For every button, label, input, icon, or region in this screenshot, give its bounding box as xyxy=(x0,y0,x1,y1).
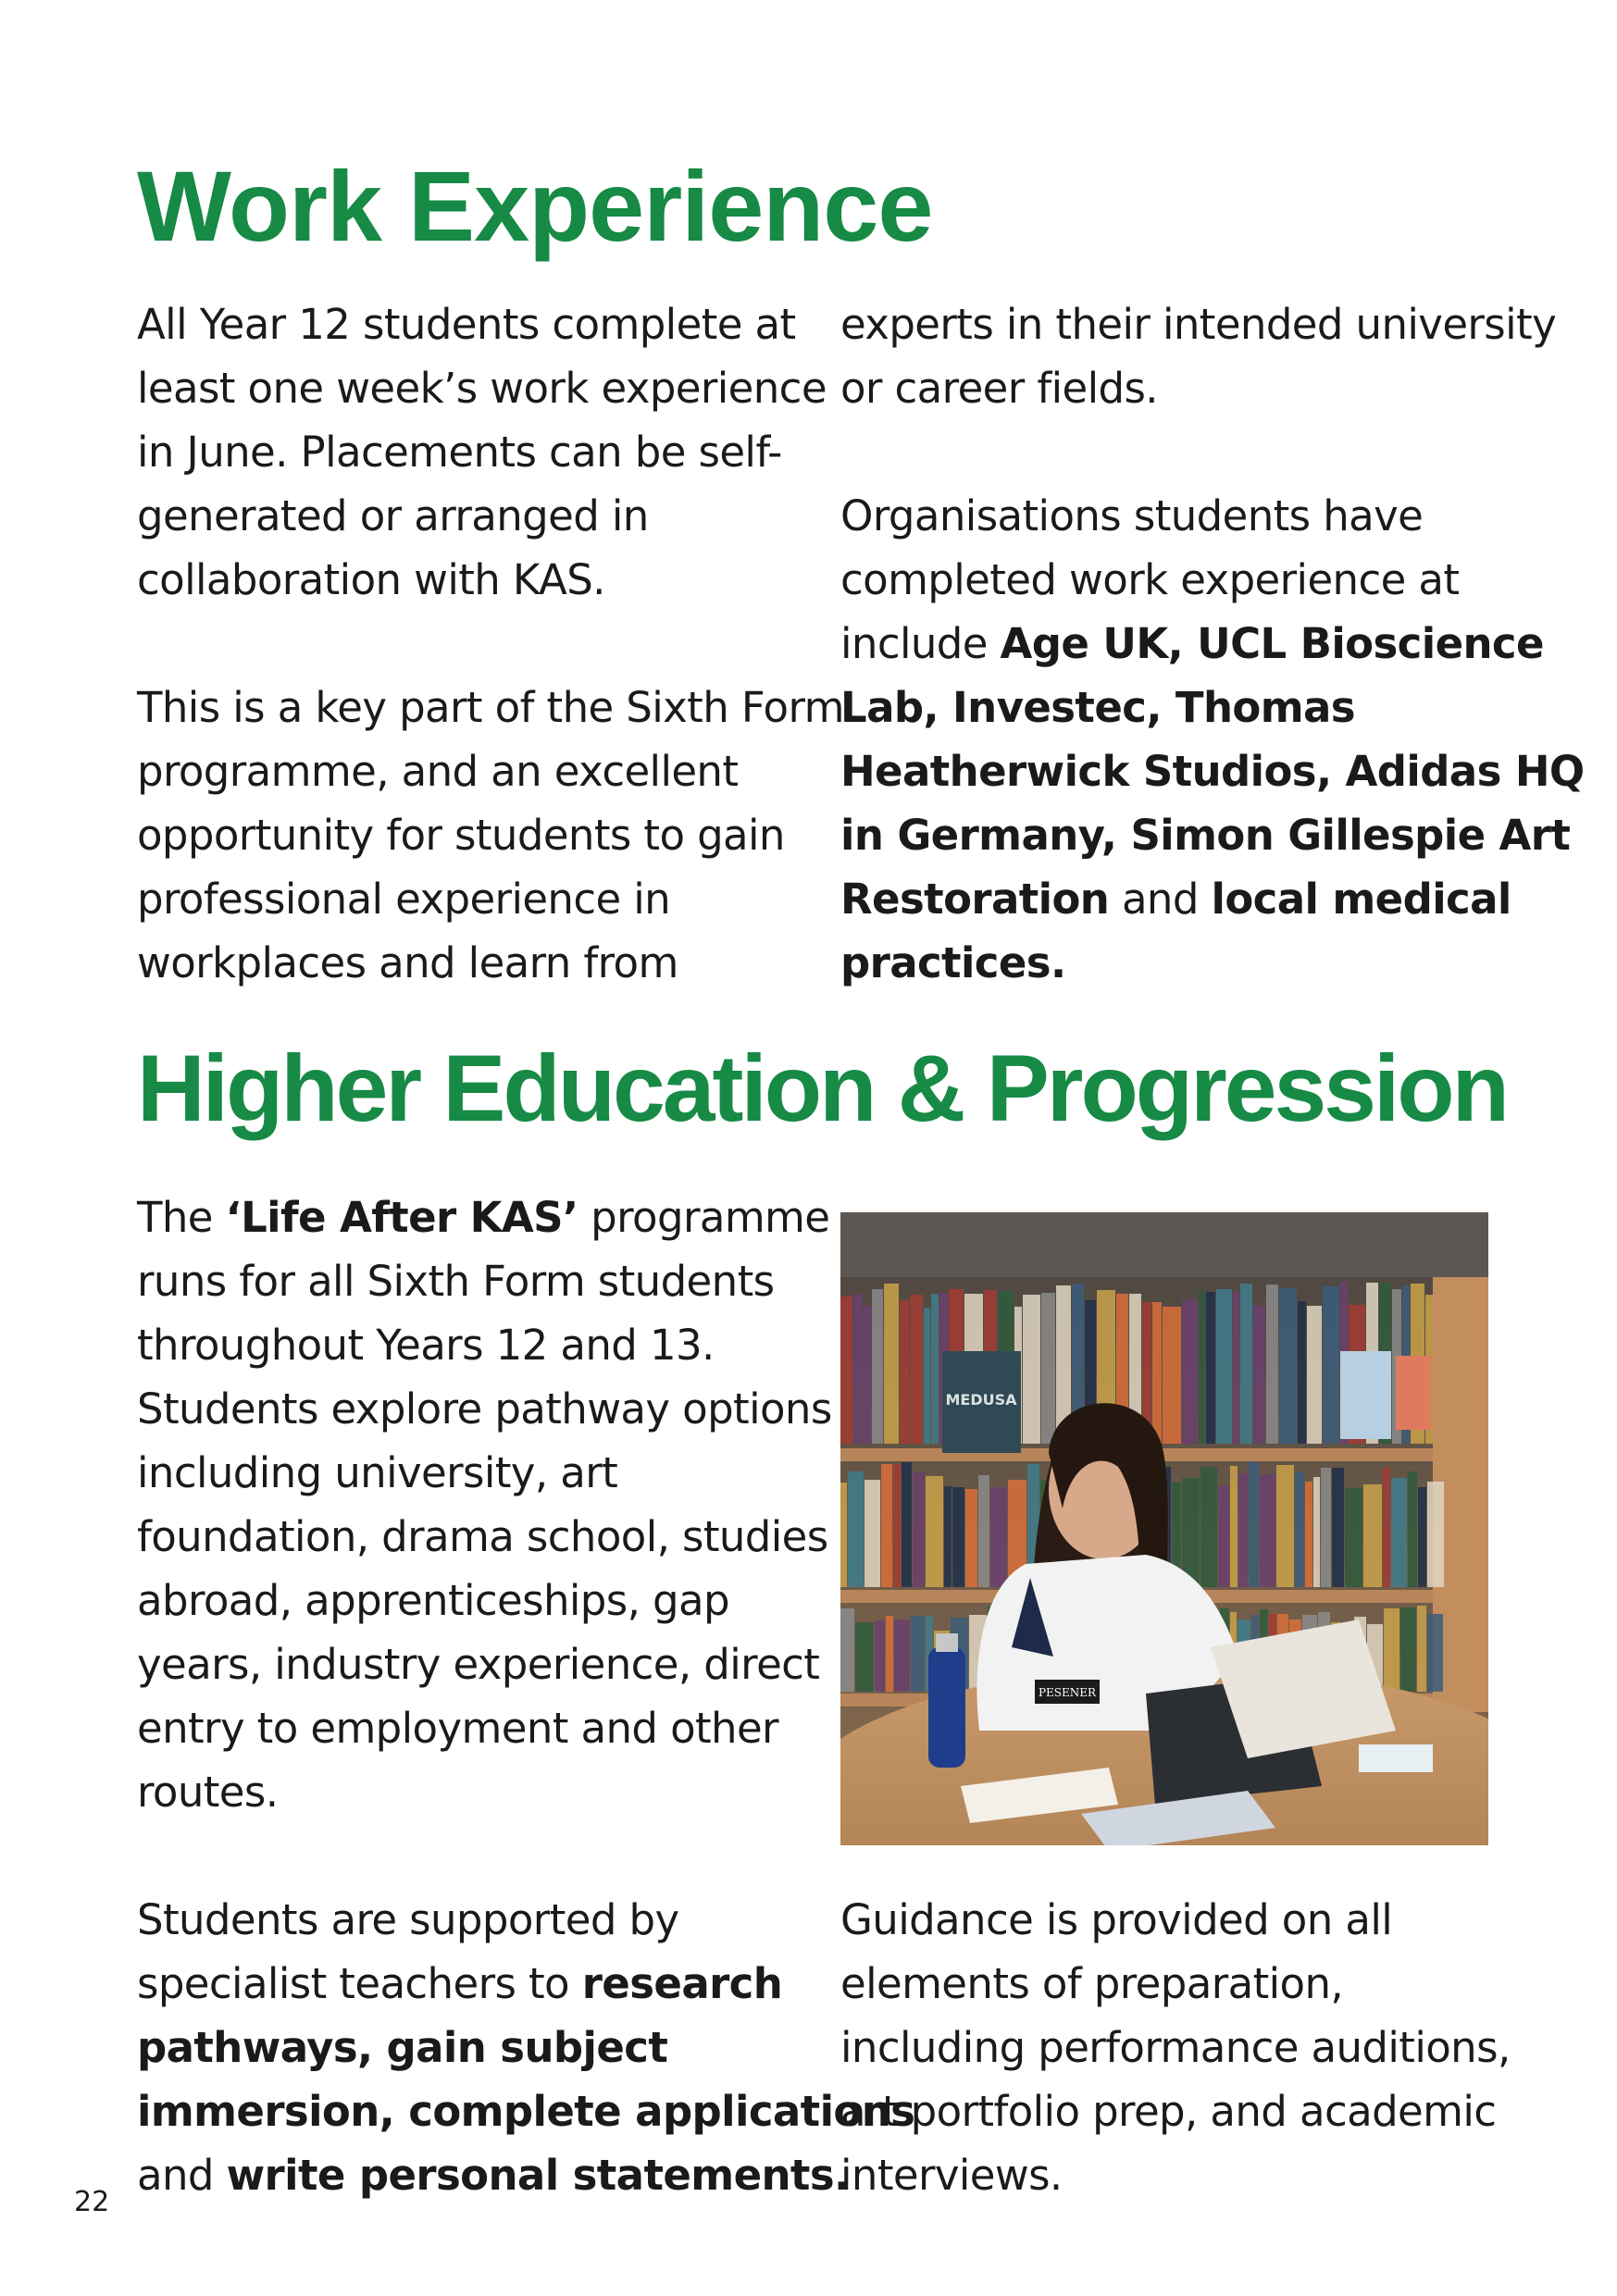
text-line xyxy=(137,2143,850,2207)
text-line: Guidance is provided on all xyxy=(840,1895,1393,1944)
text-line: opportunity for students to gain xyxy=(137,811,785,860)
book-spine xyxy=(855,1622,874,1692)
organisation-names: Heatherwick Studios, Adidas HQ xyxy=(840,747,1585,796)
book-spine xyxy=(864,1306,871,1444)
organisation-names: Restoration xyxy=(840,875,1110,924)
text-line xyxy=(840,867,1511,931)
book-spine xyxy=(1384,1608,1399,1692)
book-spine xyxy=(900,1300,909,1444)
book-spine xyxy=(931,1294,939,1444)
book-spine xyxy=(1238,1473,1248,1587)
book-spine xyxy=(1163,1307,1181,1444)
book-spine xyxy=(965,1489,977,1587)
book-spine xyxy=(1218,1486,1229,1587)
book-spine xyxy=(1253,1306,1265,1444)
book-spine xyxy=(1298,1301,1306,1444)
book-spine xyxy=(926,1476,943,1587)
book-spine xyxy=(1321,1468,1331,1587)
text-line: This is a key part of the Sixth Form xyxy=(137,683,844,732)
book-spine xyxy=(875,1620,885,1692)
book-spine xyxy=(1400,1607,1416,1692)
paragraph-gap xyxy=(137,612,785,676)
book-spine xyxy=(1295,1472,1304,1587)
book-spine xyxy=(1206,1292,1215,1444)
text-line: in June. Placements can be self- xyxy=(137,428,782,477)
book-spine xyxy=(1199,1290,1205,1444)
text-line: programme, and an excellent xyxy=(137,747,739,796)
book-spine xyxy=(1276,1465,1294,1587)
book-title-text: MEDUSA xyxy=(945,1391,1017,1409)
text-run: and xyxy=(1109,875,1212,924)
text-line: least one week’s work experience xyxy=(137,364,827,413)
text-line xyxy=(137,2079,915,2143)
text-line: years, industry experience, direct xyxy=(137,1640,820,1689)
book-spine xyxy=(1023,1295,1040,1444)
book-spine xyxy=(1266,1285,1278,1444)
book-spine xyxy=(952,1487,964,1587)
book-spine xyxy=(1279,1288,1297,1444)
organisation-names: Lab, Investec, Thomas xyxy=(840,683,1355,732)
book-spine xyxy=(881,1464,892,1587)
book-spine xyxy=(840,1608,854,1692)
text-run: include xyxy=(840,619,1001,668)
organisation-names: practices. xyxy=(840,938,1066,987)
text-line: including university, art xyxy=(137,1448,618,1497)
book-spine xyxy=(1240,1284,1252,1444)
page-number: 22 xyxy=(74,2186,110,2218)
book-spine xyxy=(1363,1484,1382,1587)
text-line: Students explore pathway options xyxy=(137,1384,832,1433)
text-line: foundation, drama school, studies xyxy=(137,1512,828,1561)
life-after-kas-paragraph xyxy=(137,1185,832,1824)
book-spine xyxy=(1427,1482,1444,1587)
text-line: experts in their intended university xyxy=(840,300,1557,349)
text-line: collaboration with KAS. xyxy=(137,555,605,604)
text-line xyxy=(840,931,1507,995)
book-spine xyxy=(840,1297,852,1444)
book-spine xyxy=(893,1464,901,1587)
text-line: routes. xyxy=(137,1768,279,1817)
book-spine xyxy=(902,1462,912,1587)
book-spine xyxy=(1233,1291,1239,1444)
book-spine xyxy=(1345,1488,1362,1587)
book-spine xyxy=(1307,1306,1322,1444)
organisation-names: Age UK, UCL Bioscience xyxy=(1000,619,1544,668)
book-spine xyxy=(1323,1286,1339,1444)
book-spine xyxy=(1391,1478,1407,1587)
book-spine xyxy=(884,1284,899,1444)
emphasis: research xyxy=(581,1959,783,2008)
book-spine xyxy=(944,1486,952,1587)
book-spine xyxy=(1383,1468,1390,1587)
book-spine xyxy=(978,1475,989,1587)
book-spine xyxy=(1305,1482,1312,1587)
text-line: workplaces and learn from xyxy=(137,938,678,987)
text-line: elements of preparation, xyxy=(840,1959,1344,2008)
text-run: specialist teachers to xyxy=(137,1959,582,2008)
book-spine xyxy=(1332,1468,1344,1587)
book-spine xyxy=(1418,1487,1426,1587)
emphasis: pathways, gain subject xyxy=(137,2023,668,2072)
book-spine xyxy=(1182,1299,1198,1444)
text-line xyxy=(137,2016,803,2079)
book-spine xyxy=(1417,1606,1426,1692)
book-spine xyxy=(1152,1302,1162,1444)
text-run: and xyxy=(137,2151,227,2200)
guidance-paragraph xyxy=(840,1888,1511,2207)
text-line xyxy=(840,676,1507,739)
paragraph-gap xyxy=(840,420,1507,484)
text-run: The xyxy=(137,1193,226,1242)
support-paragraph xyxy=(137,1888,915,2207)
book-spine xyxy=(1260,1474,1275,1587)
text-line xyxy=(137,1185,830,1249)
text-line: throughout Years 12 and 13. xyxy=(137,1321,715,1370)
book-spine xyxy=(924,1308,930,1444)
text-line: interviews. xyxy=(840,2151,1063,2200)
book-spine xyxy=(913,1472,925,1587)
book-spine xyxy=(1427,1614,1443,1692)
emphasis: write personal statements. xyxy=(226,2151,850,2200)
book-spine xyxy=(1230,1466,1238,1587)
text-line: abroad, apprenticeships, gap xyxy=(137,1576,729,1625)
book-spine xyxy=(911,1616,925,1692)
book-spine xyxy=(990,1487,1007,1587)
text-line xyxy=(840,739,1585,803)
text-line: generated or arranged in xyxy=(137,491,649,540)
student-library-photo xyxy=(840,1212,1488,1845)
book-spine xyxy=(886,1616,893,1692)
book-spine xyxy=(864,1480,880,1587)
book-spine xyxy=(894,1620,910,1692)
text-line: Organisations students have xyxy=(840,491,1424,540)
book-spine xyxy=(853,1294,863,1444)
work-experience-heading: Work Experience xyxy=(137,150,933,262)
text-line: Students are supported by xyxy=(137,1895,679,1944)
higher-education-heading: Higher Education & Progression xyxy=(137,1036,1507,1141)
book-spine xyxy=(1408,1471,1417,1587)
shirt-text: PESENER xyxy=(1038,1686,1097,1699)
book-spine xyxy=(910,1295,923,1444)
book-spine xyxy=(840,1483,847,1587)
book-spine xyxy=(1200,1467,1217,1587)
work-experience-left-column xyxy=(137,292,844,995)
book-spine xyxy=(1216,1289,1232,1444)
book-spine xyxy=(1313,1477,1320,1587)
book-spine xyxy=(848,1471,864,1587)
text-line: entry to employment and other xyxy=(137,1704,778,1753)
text-line: runs for all Sixth Form students xyxy=(137,1257,775,1306)
programme-name: ‘Life After KAS’ xyxy=(225,1193,578,1242)
book-spine xyxy=(1041,1293,1055,1444)
text-line xyxy=(840,803,1571,867)
organisation-names: local medical xyxy=(1211,875,1511,924)
text-line: or career fields. xyxy=(840,364,1158,413)
text-line xyxy=(137,1952,803,2016)
organisation-names: in Germany, Simon Gillespie Art xyxy=(840,811,1571,860)
text-line: art portfolio prep, and academic xyxy=(840,2087,1497,2136)
work-experience-right-column xyxy=(840,292,1585,995)
text-line: All Year 12 students complete at xyxy=(137,300,796,349)
text-line: completed work experience at xyxy=(840,555,1460,604)
text-line xyxy=(840,612,1544,676)
book-spine xyxy=(1249,1462,1259,1587)
text-run: programme xyxy=(578,1193,830,1242)
text-line: professional experience in xyxy=(137,875,671,924)
book-spine xyxy=(872,1289,883,1444)
book-spine xyxy=(1182,1478,1200,1587)
text-line: including performance auditions, xyxy=(840,2023,1511,2072)
emphasis: immersion, complete applications xyxy=(137,2087,915,2136)
